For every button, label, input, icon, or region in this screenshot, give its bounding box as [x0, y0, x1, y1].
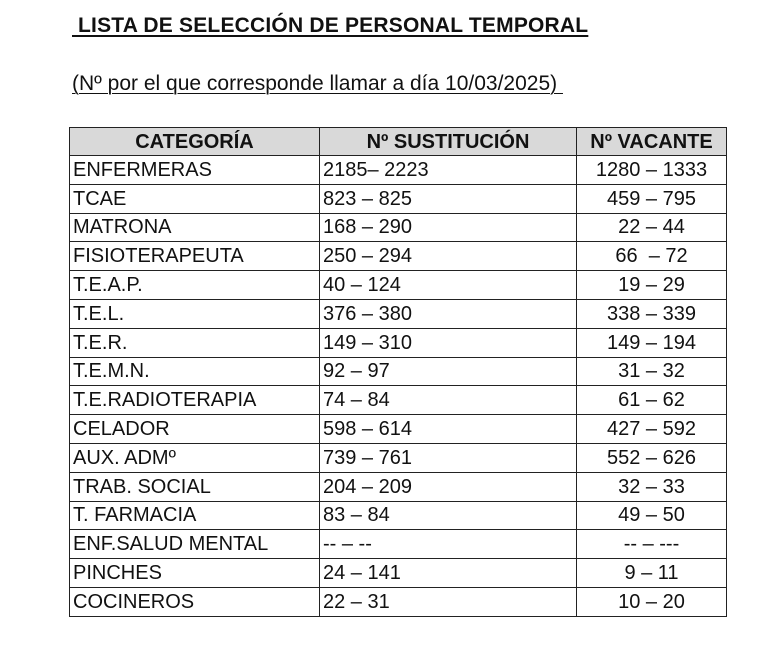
cell-vacante: -- – --- — [577, 530, 727, 559]
cell-vacante: 9 – 11 — [577, 559, 727, 588]
cell-sustitucion: -- – -- — [320, 530, 577, 559]
cell-sustitucion: 24 – 141 — [320, 559, 577, 588]
header-vacante: Nº VACANTE — [577, 128, 727, 156]
cell-vacante: 66 – 72 — [577, 242, 727, 271]
cell-vacante: 49 – 50 — [577, 501, 727, 530]
cell-sustitucion: 168 – 290 — [320, 213, 577, 242]
table-row — [70, 501, 727, 530]
cell-vacante: 427 – 592 — [577, 415, 727, 444]
cell-sustitucion: 92 – 97 — [320, 357, 577, 386]
table-row — [70, 328, 727, 357]
cell-sustitucion: 83 – 84 — [320, 501, 577, 530]
cell-vacante: 1280 – 1333 — [577, 156, 727, 185]
cell-vacante: 32 – 33 — [577, 472, 727, 501]
table-row — [70, 242, 727, 271]
cell-categoria: T.E.L. — [70, 299, 320, 328]
cell-vacante: 10 – 20 — [577, 587, 727, 616]
cell-sustitucion: 204 – 209 — [320, 472, 577, 501]
cell-categoria: ENF.SALUD MENTAL — [70, 530, 320, 559]
header-sustitucion: Nº SUSTITUCIÓN — [320, 128, 577, 156]
cell-categoria: PINCHES — [70, 559, 320, 588]
table-row — [70, 415, 727, 444]
cell-categoria: T. FARMACIA — [70, 501, 320, 530]
cell-categoria: AUX. ADMº — [70, 443, 320, 472]
cell-sustitucion: 40 – 124 — [320, 271, 577, 300]
cell-categoria: T.E.M.N. — [70, 357, 320, 386]
cell-vacante: 22 – 44 — [577, 213, 727, 242]
cell-categoria: COCINEROS — [70, 587, 320, 616]
cell-sustitucion: 74 – 84 — [320, 386, 577, 415]
cell-sustitucion: 598 – 614 — [320, 415, 577, 444]
cell-categoria: MATRONA — [70, 213, 320, 242]
table-row — [70, 530, 727, 559]
table-row — [70, 559, 727, 588]
cell-vacante: 338 – 339 — [577, 299, 727, 328]
document-subtitle: (Nº por el que corresponde llamar a día 10/03/2025) — [72, 72, 563, 95]
cell-categoria: FISIOTERAPEUTA — [70, 242, 320, 271]
table-row — [70, 184, 727, 213]
table-row — [70, 472, 727, 501]
cell-categoria: T.E.R. — [70, 328, 320, 357]
cell-categoria: CELADOR — [70, 415, 320, 444]
cell-sustitucion: 823 – 825 — [320, 184, 577, 213]
cell-sustitucion: 250 – 294 — [320, 242, 577, 271]
cell-vacante: 459 – 795 — [577, 184, 727, 213]
cell-sustitucion: 376 – 380 — [320, 299, 577, 328]
cell-sustitucion: 739 – 761 — [320, 443, 577, 472]
cell-categoria: TCAE — [70, 184, 320, 213]
cell-vacante: 31 – 32 — [577, 357, 727, 386]
table-row — [70, 357, 727, 386]
table-row — [70, 587, 727, 616]
cell-vacante: 149 – 194 — [577, 328, 727, 357]
personnel-selection-table — [69, 127, 727, 617]
header-categoria: CATEGORÍA — [70, 128, 320, 156]
cell-vacante: 552 – 626 — [577, 443, 727, 472]
table-row — [70, 271, 727, 300]
cell-sustitucion: 2185– 2223 — [320, 156, 577, 185]
document-title: LISTA DE SELECCIÓN DE PERSONAL TEMPORAL — [72, 14, 589, 37]
table-row — [70, 386, 727, 415]
cell-vacante: 61 – 62 — [577, 386, 727, 415]
table-header-row — [70, 128, 727, 156]
cell-sustitucion: 149 – 310 — [320, 328, 577, 357]
cell-categoria: T.E.A.P. — [70, 271, 320, 300]
table-row — [70, 213, 727, 242]
cell-sustitucion: 22 – 31 — [320, 587, 577, 616]
cell-categoria: ENFERMERAS — [70, 156, 320, 185]
cell-vacante: 19 – 29 — [577, 271, 727, 300]
table-row — [70, 299, 727, 328]
cell-categoria: T.E.RADIOTERAPIA — [70, 386, 320, 415]
table-row — [70, 443, 727, 472]
table-row — [70, 156, 727, 185]
cell-categoria: TRAB. SOCIAL — [70, 472, 320, 501]
